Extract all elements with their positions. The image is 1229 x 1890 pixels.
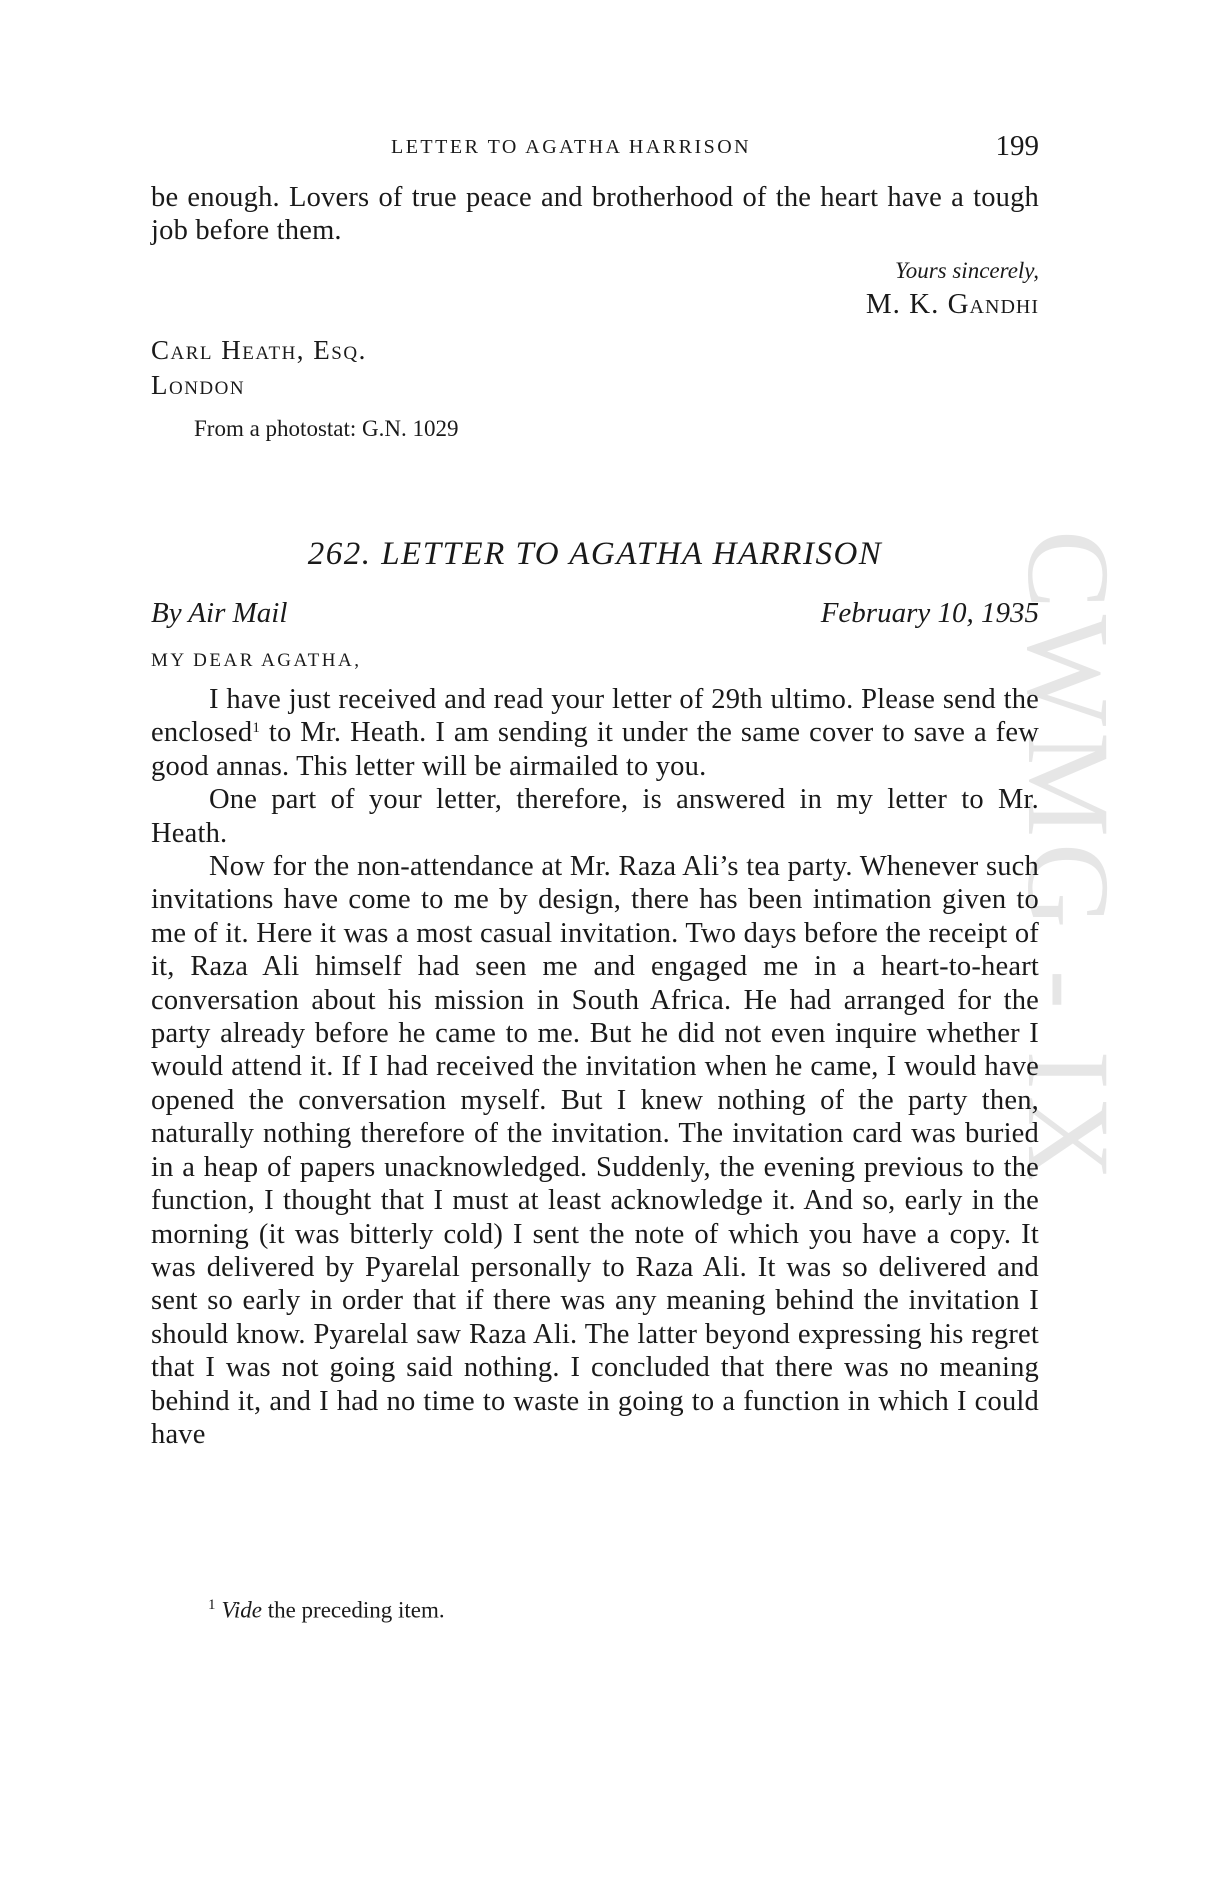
section-title: 262. LETTER TO AGATHA HARRISON (307, 536, 883, 572)
running-head (151, 130, 1039, 166)
addressee (151, 333, 367, 403)
footnote-text: the preceding item. (261, 1597, 445, 1623)
footnote (208, 1597, 445, 1624)
signature: M. K. Gandhi (865, 288, 1039, 320)
paragraph-1 (151, 683, 1039, 783)
footnote-mark: 1 (208, 1597, 216, 1613)
source-note: From a photostat: G.N. 1029 (194, 416, 459, 441)
footnote-italic: Vide (221, 1597, 262, 1623)
delivery-method: By Air Mail (151, 597, 288, 629)
continuation-text (151, 181, 1039, 248)
salutation: MY DEAR AGATHA, (151, 650, 362, 671)
paragraph-1-part-b: to Mr. Heath. I am sending it under the same cover to save a few good annas. This letter will be airmailed to you. (151, 717, 1039, 782)
page-number: 199 (995, 130, 1039, 162)
paragraph-3: Now for the non-attendance at Mr. Raza Ali’s tea party. Whenever such invitations have come to me by design, there has been intimation given to me of it. Here it was a most casual invitation. Two days before the receipt of it, Raza Ali himself had seen me and engaged me in a heart-to-heart conversation about his mission in South Africa. He had arranged for the party already before he came to me. But he did not even inquire whether I would attend it. If I had received the invitation when he came, I would have opened the conversation myself. But I knew nothing of the party then, naturally nothing therefore of the invitation. The invitation card was buried in a heap of papers unacknowledged. Suddenly, the evening previous to the function, I thought that I must at least acknowledge it. And so, early in the morning (it was bitterly cold) I sent the note of which you have a copy. It was delivered by Pyarelal personally to Raza Ali. It was so delivered and sent so early in order that if there was any meaning behind the invitation I should know. Pyarelal saw Raza Ali. The latter beyond expressing his regret that I was not going said nothing. I concluded that there was no meaning behind it, and I had no time to waste in going to a function in which I could have (151, 851, 1039, 1450)
closing-yours: Yours sincerely, (895, 258, 1039, 283)
paragraph-1-part-a: I have just received and read your letter of 29th ultimo. Please send the enclosed (151, 684, 1039, 749)
letter-date: February 10, 1935 (820, 597, 1039, 629)
paragraph-2: One part of your letter, therefore, is answered in my letter to Mr. Heath. (151, 784, 1039, 849)
addressee-place: London (151, 370, 246, 400)
letter-body (151, 683, 1039, 1451)
continuation-paragraph: be enough. Lovers of true peace and brotherhood of the heart have a tough job before them. (151, 182, 1039, 247)
closing (866, 256, 1039, 322)
addressee-name: Carl Heath, Esq. (151, 335, 367, 365)
running-title: LETTER TO AGATHA HARRISON (391, 136, 752, 158)
watermark: CWMG - IX (1003, 530, 1134, 1188)
footnote-ref: 1 (252, 720, 261, 737)
